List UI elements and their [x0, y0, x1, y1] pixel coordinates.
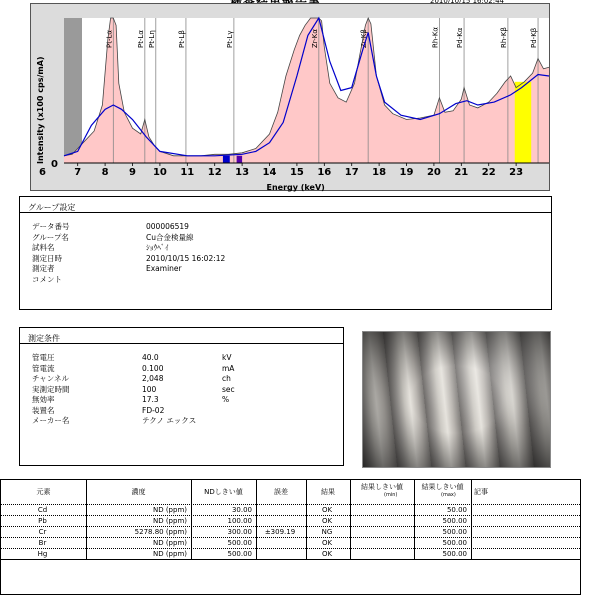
group-field-label: 試料名	[32, 243, 55, 252]
y-axis-title: Intensity (x100 cps/mA)	[36, 56, 45, 164]
peak-label: Pt-Lη	[147, 30, 156, 48]
column-divider	[471, 480, 472, 559]
threshold-max-header: 結果しきい値	[421, 483, 464, 491]
concentration-header: 濃度	[131, 488, 146, 496]
group-values	[146, 222, 225, 285]
condition-value: 40.0	[142, 353, 159, 362]
condition-label: 無効率	[32, 395, 55, 404]
group-field-value: 2010/10/15 16:02:12	[146, 253, 226, 263]
group-field-value: ｼｮｳﾍﾞｲ	[146, 243, 169, 252]
conditions-units	[222, 353, 235, 427]
condition-unit	[222, 406, 235, 417]
result-cell-result: NG	[321, 528, 333, 536]
result-cell-concentration: ND (ppm)	[152, 550, 187, 558]
condition-unit: %	[222, 395, 230, 404]
result-cell-max: 500.00	[442, 550, 467, 558]
x-tick-label: 8	[101, 167, 109, 178]
conditions-title: 測定条件	[20, 328, 343, 344]
group-field-label: 測定者	[32, 264, 55, 273]
result-cell-max: 500.00	[442, 517, 467, 525]
column-divider	[191, 480, 192, 559]
x-tick-label: 22	[481, 167, 496, 178]
column-divider	[350, 480, 351, 559]
group-field-label: コメント	[32, 274, 62, 284]
conditions-panel	[19, 327, 344, 466]
column-divider	[306, 480, 307, 559]
plot-left-strip	[64, 18, 82, 163]
group-settings-panel	[19, 196, 552, 310]
result-cell-nd: 300.00	[227, 528, 252, 536]
peak-label: Pt-Lβ	[177, 30, 186, 48]
results-table	[0, 479, 581, 595]
result-cell-result: OK	[321, 550, 333, 558]
peak-label: Zr-Kβ	[360, 29, 369, 48]
condition-value: 0.100	[142, 363, 164, 373]
error-header: 誤差	[274, 488, 288, 496]
peak-label: Rh-Kβ	[499, 27, 508, 48]
condition-label: 実測定時間	[32, 384, 70, 394]
judgement-header: 結果	[321, 488, 335, 496]
conditions-values	[142, 353, 196, 427]
peak-label: Rh-Kα	[431, 26, 440, 48]
x-tick-label: 11	[180, 167, 195, 178]
result-cell-element: Cd	[37, 506, 48, 514]
condition-label: 管電流	[32, 363, 55, 373]
condition-unit: kV	[222, 353, 232, 362]
threshold-min-header: 結果しきい値	[361, 483, 403, 491]
peak-label: Pt-Lα	[136, 29, 145, 48]
condition-unit: mA	[222, 363, 235, 373]
group-field-value	[146, 275, 225, 286]
x-tick-label: 7	[74, 167, 82, 178]
result-cell-concentration: ND (ppm)	[152, 539, 187, 547]
result-cell-nd: 500.00	[227, 550, 252, 558]
group-field-label: グループ名	[32, 232, 69, 242]
result-cell-element: Pb	[38, 517, 47, 525]
result-cell-max: 500.00	[442, 528, 467, 536]
condition-value: テクノ エックス	[142, 416, 197, 425]
result-cell-error: ±309.19	[264, 528, 296, 536]
result-cell-max: 50.00	[446, 506, 467, 514]
x-tick-label: 12	[207, 167, 222, 178]
condition-value: 100	[142, 384, 157, 394]
highlight-band	[515, 82, 531, 163]
result-cell-element: Hg	[37, 550, 48, 558]
peak-label: Zr-Kα	[310, 29, 319, 48]
condition-unit	[222, 416, 235, 427]
group-settings-title: グループ設定	[20, 197, 551, 213]
result-cell-element: Br	[38, 539, 47, 547]
x-tick-label: 23	[509, 167, 524, 178]
column-divider	[256, 480, 257, 559]
condition-value: 2,048	[142, 374, 164, 383]
y-tick-label: 0	[51, 159, 58, 170]
x-axis-title: Energy (keV)	[266, 183, 325, 192]
condition-label: チャンネル	[32, 374, 70, 383]
result-cell-element: Cr	[38, 528, 47, 536]
x-tick-label: 19	[399, 167, 414, 178]
threshold-max-sub: (max)	[441, 492, 456, 498]
result-cell-result: OK	[321, 539, 333, 547]
group-labels	[32, 222, 70, 285]
condition-label: メーカー名	[32, 416, 70, 425]
threshold-min-sub: (min)	[384, 492, 398, 498]
conditions-labels	[32, 353, 70, 427]
spectrum-chart	[30, 3, 550, 191]
condition-label: 管電圧	[32, 353, 55, 362]
result-cell-concentration: ND (ppm)	[152, 517, 187, 525]
x-tick-label: 21	[454, 167, 469, 178]
peak-label: Pt-Lγ	[225, 30, 234, 48]
result-cell-concentration: 5278.80 (ppm)	[134, 528, 187, 536]
element-header: 元素	[36, 488, 51, 496]
x-tick-label: 16	[317, 167, 332, 178]
condition-label: 装置名	[32, 405, 55, 415]
x-tick-label: 13	[235, 167, 250, 178]
nd-threshold-header: NDしきい値	[204, 488, 243, 496]
x-tick-label: 10	[152, 167, 167, 178]
x-tick-label: 18	[372, 167, 387, 178]
peak-label: Pt-Lα	[105, 29, 114, 48]
highlight-band	[237, 156, 242, 163]
group-field-value: Cu合金検量線	[146, 232, 194, 242]
column-divider	[86, 480, 87, 559]
condition-unit: ch	[222, 374, 231, 383]
result-cell-max: 500.00	[442, 539, 467, 547]
result-cell-result: OK	[321, 517, 333, 525]
x-tick-label: 15	[289, 167, 304, 178]
result-cell-result: OK	[321, 506, 333, 514]
x-tick-label: 9	[129, 167, 136, 178]
condition-value: FD-02	[142, 405, 165, 415]
result-row-end	[1, 559, 580, 571]
x-tick-label: 17	[344, 167, 359, 178]
peak-label: Pd-Kα	[456, 27, 465, 48]
result-cell-concentration: ND (ppm)	[152, 506, 187, 514]
peak-label: Pd-Kβ	[530, 27, 539, 48]
condition-value: 17.3	[142, 395, 159, 404]
condition-unit: sec	[222, 384, 235, 394]
x-tick-label: 20	[426, 167, 441, 178]
x-tick-label: 14	[262, 167, 277, 178]
group-field-label: データ番号	[32, 222, 70, 231]
highlight-band	[223, 156, 230, 163]
result-cell-nd: 500.00	[227, 539, 252, 547]
group-field-value: Examiner	[146, 264, 182, 273]
group-field-value: 000006519	[146, 222, 189, 231]
spectrum-svg	[31, 4, 551, 192]
result-cell-nd: 30.00	[231, 506, 252, 514]
result-cell-nd: 100.00	[227, 517, 252, 525]
sample-photo	[362, 331, 551, 468]
column-divider	[414, 480, 415, 559]
x-axis-start-label: 6	[39, 167, 46, 178]
remarks-header: 記事	[474, 488, 488, 496]
group-field-label: 測定日時	[32, 253, 62, 263]
